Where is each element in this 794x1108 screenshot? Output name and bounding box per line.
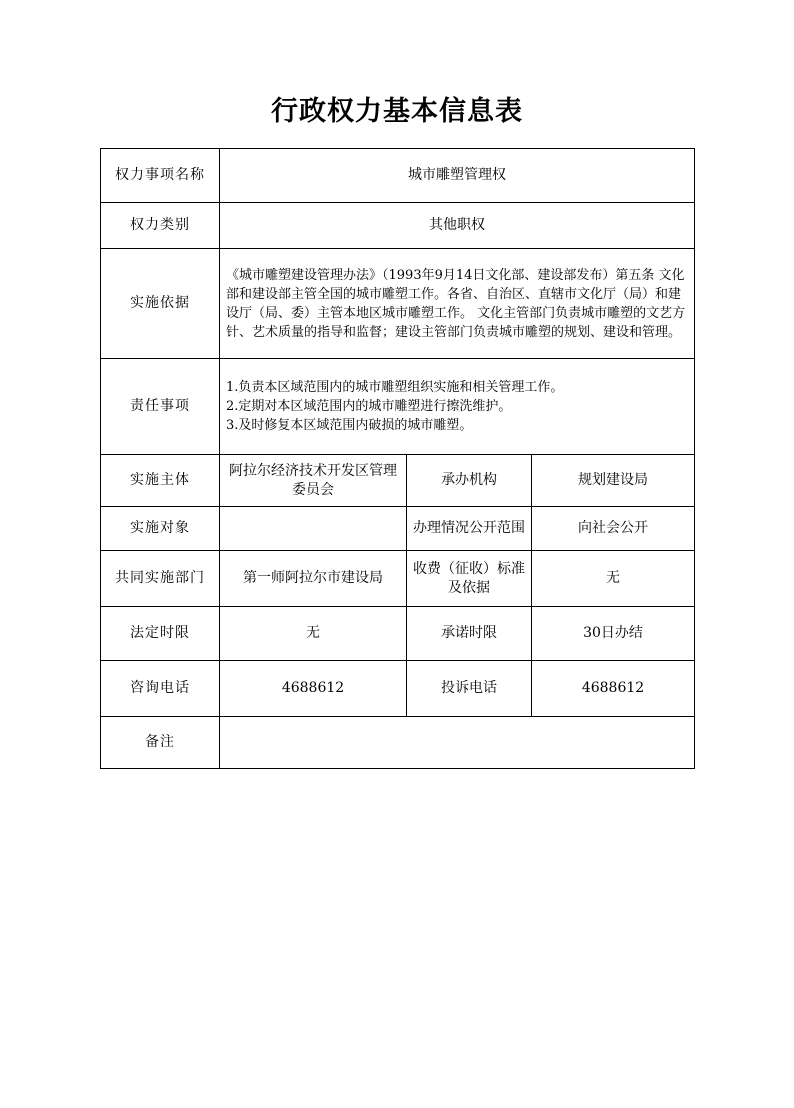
responsibility-item: 2.定期对本区域范围内的城市雕塑进行擦洗维护。 bbox=[226, 399, 512, 414]
row-target bbox=[101, 507, 695, 551]
responsibility-item: 1.负责本区域范围内的城市雕塑组织实施和相关管理工作。 bbox=[226, 380, 564, 395]
legal-time-limit-label: 法定时限 bbox=[101, 607, 220, 661]
handling-agency-label: 承办机构 bbox=[407, 455, 532, 507]
responsibility-label: 责任事项 bbox=[101, 359, 220, 455]
fee-standard-label: 收费（征收）标准及依据 bbox=[407, 551, 532, 607]
power-category-label: 权力类别 bbox=[101, 203, 220, 249]
consult-phone-value: 4688612 bbox=[220, 661, 407, 717]
row-power-category bbox=[101, 203, 695, 249]
legal-time-limit-value: 无 bbox=[220, 607, 407, 661]
power-name-value: 城市雕塑管理权 bbox=[220, 149, 695, 203]
row-subject bbox=[101, 455, 695, 507]
complaint-phone-label: 投诉电话 bbox=[407, 661, 532, 717]
row-power-name bbox=[101, 149, 695, 203]
basis-label: 实施依据 bbox=[101, 249, 220, 359]
complaint-phone-value: 4688612 bbox=[532, 661, 695, 717]
responsibility-list bbox=[220, 359, 695, 455]
subject-value: 阿拉尔经济技术开发区管理委员会 bbox=[220, 455, 407, 507]
promised-time-limit-value: 30日办结 bbox=[532, 607, 695, 661]
fee-standard-value: 无 bbox=[532, 551, 695, 607]
subject-label: 实施主体 bbox=[101, 455, 220, 507]
remarks-label: 备注 bbox=[101, 717, 220, 769]
remarks-value bbox=[220, 717, 695, 769]
disclosure-scope-label: 办理情况公开范围 bbox=[407, 507, 532, 551]
promised-time-limit-label: 承诺时限 bbox=[407, 607, 532, 661]
row-responsibility bbox=[101, 359, 695, 455]
power-category-value: 其他职权 bbox=[220, 203, 695, 249]
row-basis bbox=[101, 249, 695, 359]
responsibility-item: 3.及时修复本区域范围内破损的城市雕塑。 bbox=[226, 418, 473, 433]
row-phone bbox=[101, 661, 695, 717]
info-table bbox=[100, 148, 695, 769]
row-time-limit bbox=[101, 607, 695, 661]
disclosure-scope-value: 向社会公开 bbox=[532, 507, 695, 551]
row-remarks bbox=[101, 717, 695, 769]
target-value bbox=[220, 507, 407, 551]
row-joint-dept bbox=[101, 551, 695, 607]
power-name-label: 权力事项名称 bbox=[101, 149, 220, 203]
basis-value: 《城市雕塑建设管理办法》（1993年9月14日文化部、建设部发布）第五条 文化部和建设部主管全国的城市雕塑工作。各省、自治区、直辖市文化厅（局）和建设厅（局、委）主管本地区城市雕塑工作。 文化主管部门负责城市雕塑的文艺方针、艺术质量的指导和监督；建设主管部门负责城市雕塑的规划、建设和管理。 bbox=[220, 249, 695, 359]
joint-dept-value: 第一师阿拉尔市建设局 bbox=[220, 551, 407, 607]
joint-dept-label: 共同实施部门 bbox=[101, 551, 220, 607]
page-title: 行政权力基本信息表 bbox=[271, 96, 523, 127]
target-label: 实施对象 bbox=[101, 507, 220, 551]
consult-phone-label: 咨询电话 bbox=[101, 661, 220, 717]
handling-agency-value: 规划建设局 bbox=[532, 455, 695, 507]
